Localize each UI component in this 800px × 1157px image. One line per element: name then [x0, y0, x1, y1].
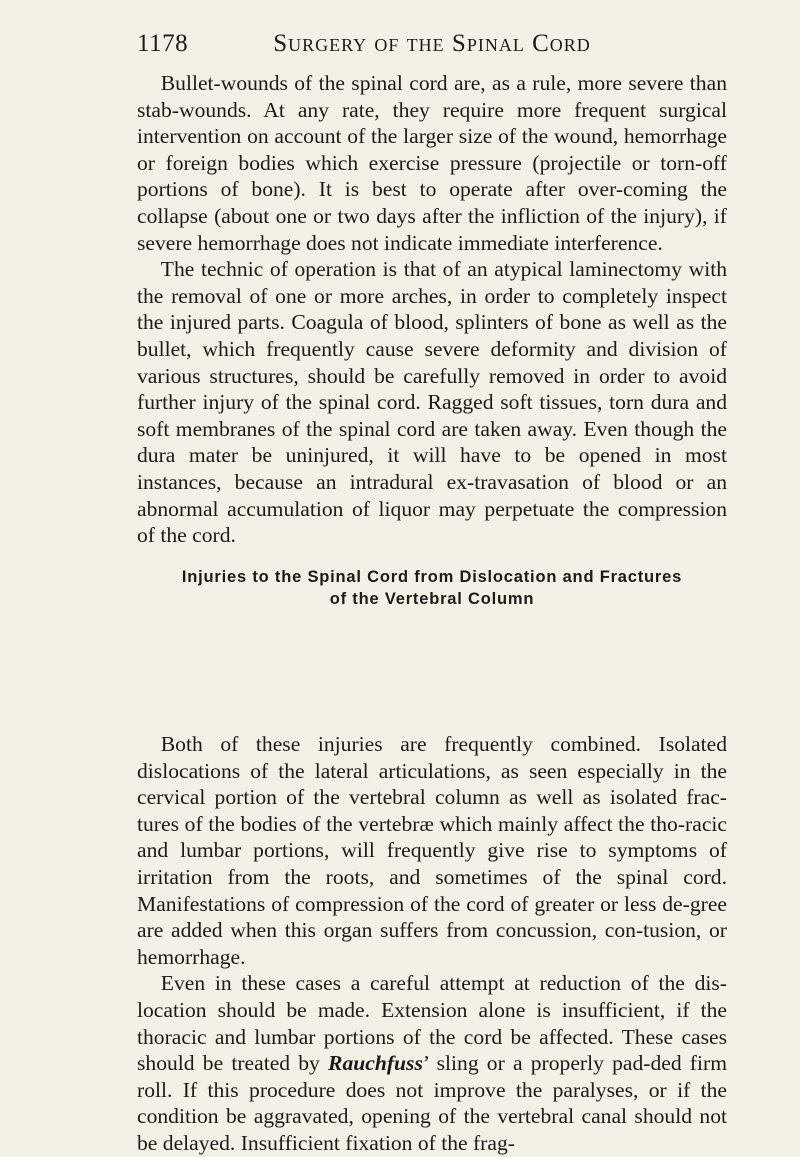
paragraph-text: ’ sling or a properly pad-ded firm roll. If this procedure does not improve the paralyses, or if the condition be aggravated, opening of the vertebral canal should not be delayed. Insufficient fixation of the frag-: [137, 1051, 727, 1155]
running-head: [137, 30, 727, 64]
paragraph-combined-injuries: [137, 731, 727, 970]
section-heading: [137, 566, 727, 610]
paragraph-text: Both of these injuries are frequently combined. Isolated dislocations of the lateral articulations, as seen especially in the cervical portion of the vertebral column as well as isolated frac-tures of the bodies of the vertebræ which mainly affect the tho-racic and lumbar portions, will frequently give rise to symptoms of irritation from the roots, and sometimes of the spinal cord. Manifestations of compression of the cord of greater or less de-gree are added when this organ suffers from concussion, con-tusion, or hemorrhage.: [137, 732, 727, 969]
paragraph-text: The technic of operation is that of an atypical laminectomy with the removal of one or more arches, in order to completely inspect the injured parts. Coagula of blood, splinters of bone as well as the bullet, which frequently cause severe deformity and division of various structures, should be carefully removed in order to avoid further injury of the spinal cord. Ragged soft tissues, torn dura and soft membranes of the spinal cord are taken away. Even though the dura mater be uninjured, it will have to be opened in most instances, because an intradural ex-travasation of blood or an abnormal accumulation of liquor may perpetuate the compression of the cord.: [137, 257, 727, 548]
running-title: Surgery of the Spinal Cord: [273, 30, 591, 57]
text-block-before-heading: [137, 70, 727, 549]
paragraph-reduction: [137, 970, 727, 1156]
paragraph-bullet-wounds: [137, 70, 727, 256]
paragraph-text: Bullet-wounds of the spinal cord are, as a rule, more severe than stab-wounds. At any rate, they require more frequent surgical intervention on account of the larger size of the wound, hemorrhage or foreign bodies which exercise pressure (projectile or torn-off portions of bone). It is best to operate after over-coming the collapse (about one or two days after the infliction of the injury), if severe hemorrhage does not indicate immediate interference.: [137, 71, 727, 255]
page-number: 1178: [137, 30, 189, 57]
author-name-rauchfuss: Rauchfuss: [328, 1051, 423, 1076]
section-heading-line-1: Injuries to the Spinal Cord from Dislocation and Fractures: [181, 568, 683, 586]
paragraph-technic-of-operation: [137, 256, 727, 549]
paragraph-text: Even in these cases a careful attempt at reduction of the dis-location should be made. Extension alone is insufficient, if the thoracic and lumbar portions of the cord be affected. These cases should be treated by: [137, 971, 727, 1076]
section-heading-line-2: of the Vertebral Column: [329, 590, 535, 608]
text-block-after-heading: [137, 731, 727, 1157]
